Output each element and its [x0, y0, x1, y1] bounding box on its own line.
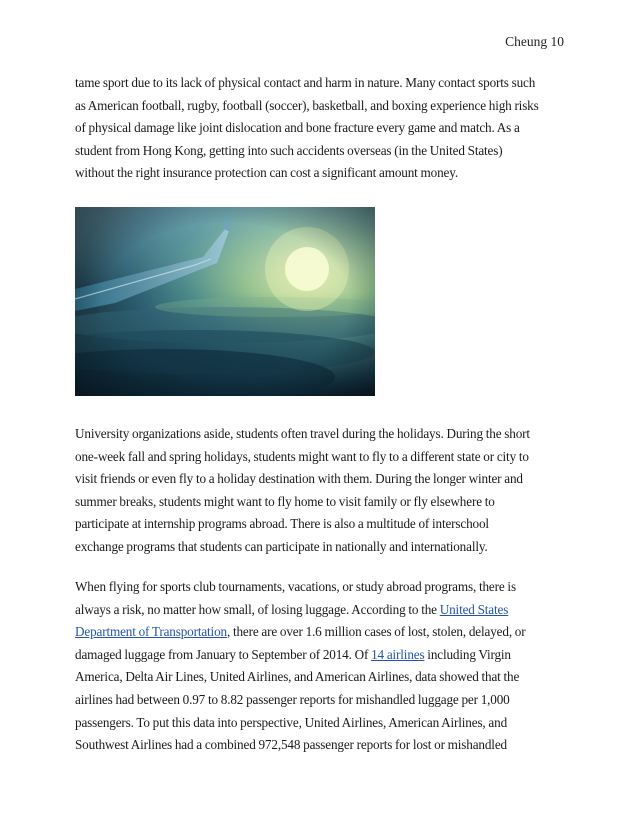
dot-link-part1[interactable]: United States — [439, 601, 509, 617]
text-line: airlines had between 0.97 to 8.82 passenger reports for mishandled luggage per 1,000 — [75, 691, 510, 707]
text-line: passengers. To put this data into perspective, United Airlines, American Airlines, and — [75, 714, 508, 730]
text-line: Southwest Airlines had a combined 972,548 passenger reports for lost or mishandled — [75, 737, 507, 753]
airplane-wing-photo — [75, 207, 375, 396]
text-line: tame sport due to its lack of physical contact and harm in nature. Many contact sports such — [75, 75, 536, 90]
text-line — [75, 644, 570, 667]
text-line: one-week fall and spring holidays, students might want to fly to a different state or city to — [75, 448, 529, 464]
paragraph-2 — [75, 423, 570, 559]
text-line: America, Delta Air Lines, United Airlines, and American Airlines, data showed that the — [75, 669, 520, 685]
text-line: participate at internship programs abroad. There is also a multitude of interschool — [75, 516, 489, 532]
text-line: University organizations aside, students often travel during the holidays. During the short — [75, 426, 530, 441]
text-line: as American football, rugby, football (soccer), basketball, and boxing experience high risks — [75, 97, 539, 113]
dot-link-part2[interactable]: Department of Transportation — [75, 624, 227, 640]
paragraph-1 — [75, 72, 570, 185]
text-line: exchange programs that students can participate in nationally and internationally. — [75, 538, 488, 554]
paragraph-3 — [75, 576, 570, 757]
airlines-link[interactable]: 14 airlines — [371, 646, 425, 662]
text-segment: including Virgin — [424, 646, 511, 662]
text-line: visit friends or even fly to a holiday destination with them. During the longer winter and — [75, 471, 523, 487]
text-line: without the right insurance protection can cost a significant amount money. — [75, 165, 458, 181]
text-line — [75, 621, 570, 644]
text-segment: damaged luggage from January to September of 2014. Of — [75, 646, 372, 662]
text-line: of physical damage like joint dislocation and bone fracture every game and match. As a — [75, 120, 520, 136]
text-segment: always a risk, no matter how small, of losing luggage. According to the — [75, 601, 440, 617]
text-line: student from Hong Kong, getting into such accidents overseas (in the United States) — [75, 142, 503, 158]
text-line — [75, 599, 570, 622]
text-line: When flying for sports club tournaments, vacations, or study abroad programs, there is — [75, 579, 516, 594]
running-head: Cheung 10 — [505, 34, 564, 49]
text-segment: , there are over 1.6 million cases of lost, stolen, delayed, or — [226, 624, 526, 640]
text-line: summer breaks, students might want to fly home to visit family or fly elsewhere to — [75, 493, 495, 509]
